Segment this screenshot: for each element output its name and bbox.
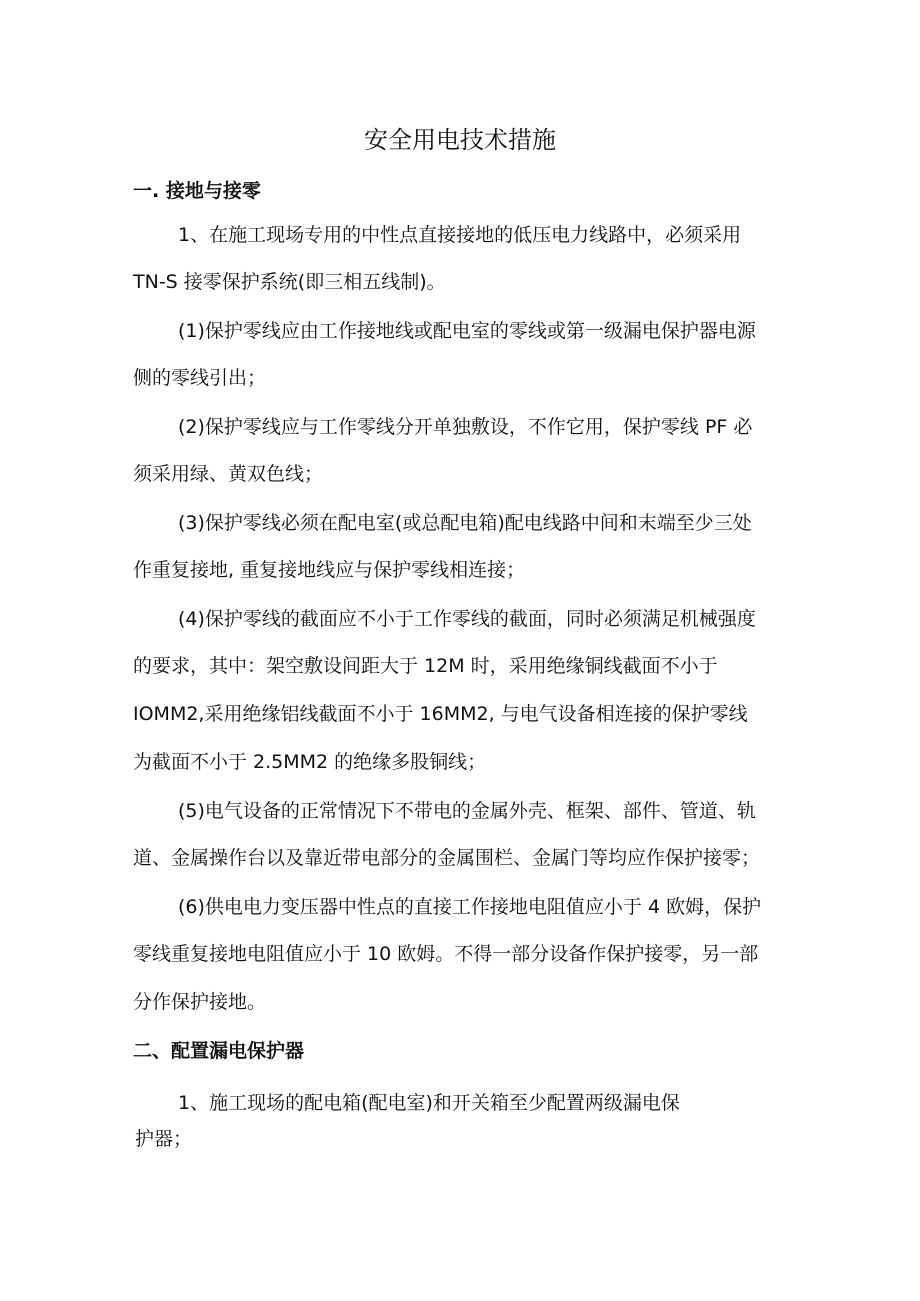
page-title: 安全用电技术措施 — [364, 126, 556, 154]
paragraph-line: 1、在施工现场专用的中性点直接接地的低压电力线路中，必须采用 — [178, 224, 742, 246]
paragraph-line: 1、施工现场的配电箱(配电室)和开关箱至少配置两级漏电保 — [178, 1092, 680, 1114]
paragraph-line: (6)供电电力变压器中性点的直接工作接地电阻值应小于 4 欧姆，保护 — [178, 896, 762, 918]
paragraph-line: 零线重复接地电阻值应小于 10 欧姆。不得一部分设备作保护接零，另一部 — [133, 943, 759, 965]
paragraph-line: (3)保护零线必须在配电室(或总配电箱)配电线路中间和末端至少三处 — [178, 512, 752, 534]
paragraph-line: 作重复接地, 重复接地线应与保护零线相连接； — [133, 559, 526, 581]
paragraph-line: 道、金属操作台以及靠近带电部分的金属围栏、金属门等均应作保护接零； — [133, 847, 761, 869]
paragraph-line: (2)保护零线应与工作零线分开单独敷设，不作它用，保护零线 PF 必 — [178, 416, 753, 438]
paragraph-line: 须采用绿、黄双色线； — [133, 463, 324, 485]
paragraph-line: TN-S 接零保护系统(即三相五线制)。 — [133, 271, 446, 293]
paragraph-line: 为截面不小于 2.5MM2 的绝缘多股铜线； — [133, 751, 487, 773]
paragraph-line: 侧的零线引出； — [133, 367, 267, 389]
paragraph-line: (5)电气设备的正常情况下不带电的金属外壳、框架、部件、管道、轨 — [178, 800, 756, 822]
paragraph-line: (4)保护零线的截面应不小于工作零线的截面，同时必须满足机械强度 — [178, 608, 756, 630]
section-heading-2: 二、配置漏电保护器 — [133, 1040, 305, 1062]
section-heading-1: 一. 接地与接零 — [133, 180, 261, 202]
paragraph-line: (1)保护零线应由工作接地线或配电室的零线或第一级漏电保护器电源 — [178, 320, 756, 342]
paragraph-line: 护器； — [135, 1128, 193, 1150]
paragraph-line: 的要求，其中：架空敷设间距大于 12M 时，采用绝缘铜线截面不小于 — [133, 655, 718, 677]
paragraph-line: IOMM2,采用绝缘铝线截面不小于 16MM2, 与电气设备相连接的保护零线 — [133, 703, 748, 725]
paragraph-line: 分作保护接地。 — [133, 991, 267, 1013]
